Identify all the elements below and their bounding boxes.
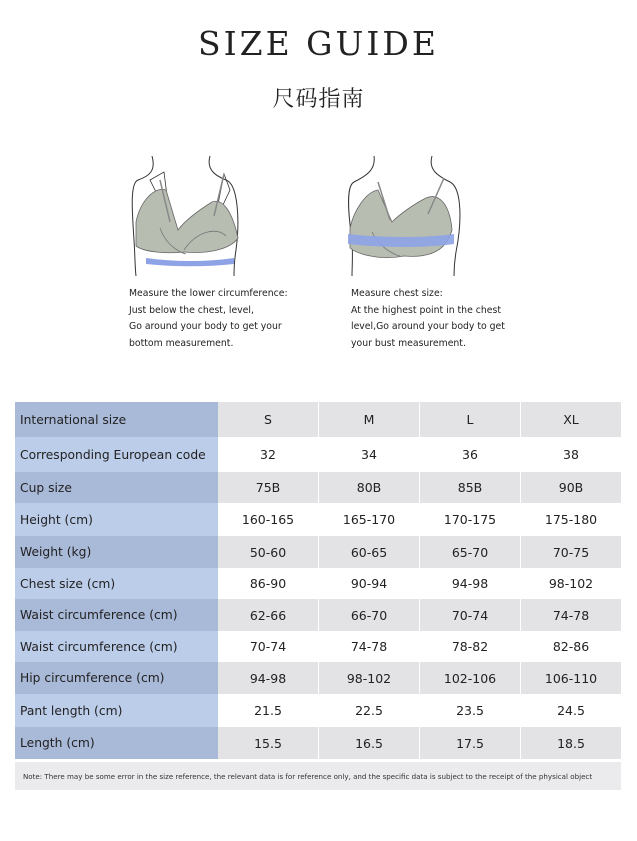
table-cell: 34 bbox=[318, 437, 419, 472]
table-cell: 50-60 bbox=[218, 536, 318, 568]
row-label: Hip circumference (cm) bbox=[15, 662, 218, 694]
row-label: International size bbox=[15, 402, 218, 437]
table-cell: 18.5 bbox=[520, 727, 621, 759]
table-cell: 175-180 bbox=[520, 503, 621, 536]
table-cell: 16.5 bbox=[318, 727, 419, 759]
page-title: SIZE GUIDE bbox=[198, 24, 439, 63]
table-cell: 21.5 bbox=[218, 694, 318, 727]
table-cell: 102-106 bbox=[419, 662, 520, 694]
table-row bbox=[15, 631, 621, 662]
table-cell: 106-110 bbox=[520, 662, 621, 694]
table-cell: 78-82 bbox=[419, 631, 520, 662]
size-table bbox=[15, 402, 621, 759]
table-cell: 70-75 bbox=[520, 536, 621, 568]
row-label: Weight (kg) bbox=[15, 536, 218, 568]
table-cell: 90-94 bbox=[318, 568, 419, 599]
table-cell: 98-102 bbox=[318, 662, 419, 694]
table-cell: 98-102 bbox=[520, 568, 621, 599]
table-cell: 165-170 bbox=[318, 503, 419, 536]
table-cell: 22.5 bbox=[318, 694, 419, 727]
table-cell: 94-98 bbox=[419, 568, 520, 599]
row-label: Corresponding European code bbox=[15, 437, 218, 472]
table-cell: 24.5 bbox=[520, 694, 621, 727]
row-label: Pant length (cm) bbox=[15, 694, 218, 727]
caption-line: level,Go around your body to get bbox=[351, 321, 505, 333]
bust-illustration bbox=[344, 152, 464, 280]
table-row bbox=[15, 503, 621, 536]
table-cell: S bbox=[218, 402, 318, 437]
disclaimer-note: Note: There may be some error in the size reference, the relevant data is for reference only, and the specific data is subject to the receipt of the physical object bbox=[15, 762, 621, 790]
table-row bbox=[15, 536, 621, 568]
table-row bbox=[15, 568, 621, 599]
table-cell: 94-98 bbox=[218, 662, 318, 694]
table-row bbox=[15, 694, 621, 727]
table-cell: 74-78 bbox=[520, 599, 621, 631]
table-cell: M bbox=[318, 402, 419, 437]
table-cell: 86-90 bbox=[218, 568, 318, 599]
bust-caption bbox=[351, 286, 505, 352]
caption-line: Just below the chest, level, bbox=[129, 304, 254, 316]
table-cell: 17.5 bbox=[419, 727, 520, 759]
table-cell: 170-175 bbox=[419, 503, 520, 536]
row-label: Waist circumference (cm) bbox=[15, 599, 218, 631]
table-cell: XL bbox=[520, 402, 621, 437]
table-cell: 85B bbox=[419, 472, 520, 503]
row-label: Waist circumference (cm) bbox=[15, 631, 218, 662]
table-cell: 32 bbox=[218, 437, 318, 472]
table-row bbox=[15, 402, 621, 437]
caption-line: Measure the lower circumference: bbox=[129, 288, 288, 299]
caption-line: your bust measurement. bbox=[351, 337, 466, 349]
table-cell: 90B bbox=[520, 472, 621, 503]
table-cell: 62-66 bbox=[218, 599, 318, 631]
table-cell: 82-86 bbox=[520, 631, 621, 662]
caption-line: bottom measurement. bbox=[129, 337, 234, 349]
row-label: Chest size (cm) bbox=[15, 568, 218, 599]
row-label: Height (cm) bbox=[15, 503, 218, 536]
row-label: Length (cm) bbox=[15, 727, 218, 759]
table-cell: 80B bbox=[318, 472, 419, 503]
table-cell: 38 bbox=[520, 437, 621, 472]
table-cell: 66-70 bbox=[318, 599, 419, 631]
table-cell: 23.5 bbox=[419, 694, 520, 727]
underbust-caption bbox=[129, 286, 288, 352]
table-cell: 60-65 bbox=[318, 536, 419, 568]
table-row bbox=[15, 437, 621, 472]
page-subtitle: 尺码指南 bbox=[272, 87, 365, 112]
table-cell: L bbox=[419, 402, 520, 437]
caption-line: Go around your body to get your bbox=[129, 321, 282, 333]
table-row bbox=[15, 727, 621, 759]
table-cell: 15.5 bbox=[218, 727, 318, 759]
table-cell: 74-78 bbox=[318, 631, 419, 662]
caption-line: Measure chest size: bbox=[351, 288, 443, 299]
table-cell: 160-165 bbox=[218, 503, 318, 536]
table-row bbox=[15, 472, 621, 503]
table-cell: 65-70 bbox=[419, 536, 520, 568]
table-cell: 36 bbox=[419, 437, 520, 472]
table-cell: 70-74 bbox=[419, 599, 520, 631]
table-row bbox=[15, 599, 621, 631]
caption-line: At the highest point in the chest bbox=[351, 304, 501, 316]
row-label: Cup size bbox=[15, 472, 218, 503]
table-cell: 75B bbox=[218, 472, 318, 503]
table-cell: 70-74 bbox=[218, 631, 318, 662]
underbust-illustration bbox=[126, 150, 244, 280]
table-row bbox=[15, 662, 621, 694]
